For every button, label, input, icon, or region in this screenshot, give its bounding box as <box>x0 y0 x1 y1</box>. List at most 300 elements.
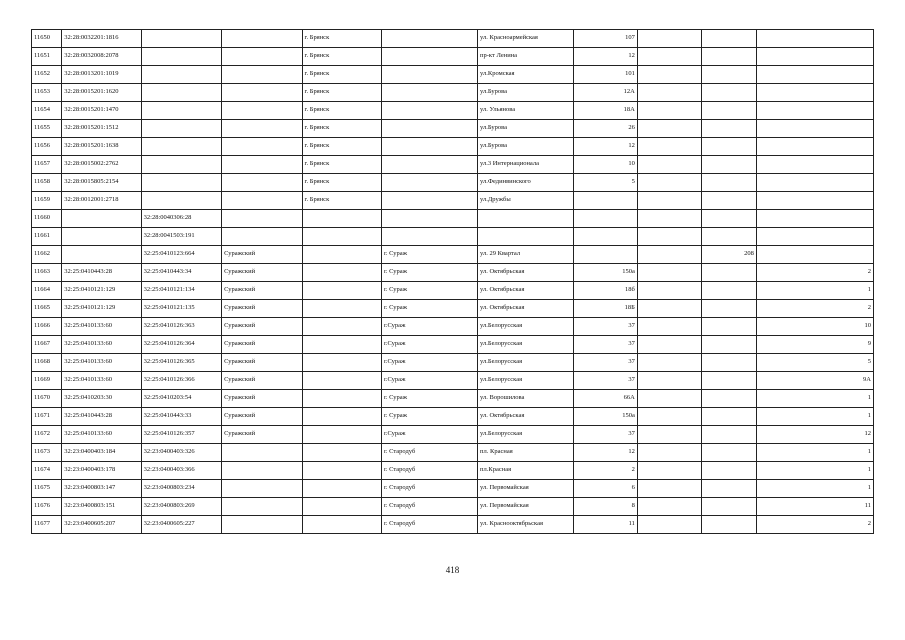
cell-building-number <box>637 264 701 282</box>
cell-street: ул. Краснооктябрьская <box>478 516 574 534</box>
cell-street: ул. Ворошилова <box>478 390 574 408</box>
cell-cadastral-number-building <box>141 102 221 120</box>
cell-cadastral-number-building: 32:23:0400803:234 <box>141 480 221 498</box>
cell-row-number: 11661 <box>32 228 62 246</box>
cell-cadastral-number-land: 32:28:0015201:1470 <box>62 102 141 120</box>
cell-district: Суражский <box>222 408 302 426</box>
cell-row-number: 11677 <box>32 516 62 534</box>
cell-city-brya <box>302 336 381 354</box>
cell-district <box>222 210 302 228</box>
cell-street: ул. Октябрьская <box>478 408 574 426</box>
cell-cadastral-number-land: 32:25:0410443:28 <box>62 408 141 426</box>
cell-building-number <box>637 408 701 426</box>
cell-building-number <box>637 336 701 354</box>
cell-row-number: 11666 <box>32 318 62 336</box>
cell-cadastral-number-building <box>141 66 221 84</box>
cell-city: г. Стародуб <box>381 480 477 498</box>
table-row <box>32 498 874 516</box>
cell-building-number <box>637 120 701 138</box>
cell-row-number: 11671 <box>32 408 62 426</box>
cell-city-brya <box>302 480 381 498</box>
cell-apartment-number <box>756 66 873 84</box>
cell-city: г. Сураж <box>381 264 477 282</box>
cell-building-number <box>637 390 701 408</box>
cell-city <box>381 174 477 192</box>
table-row <box>32 192 874 210</box>
cell-street: ул.Бурова <box>478 120 574 138</box>
cell-street: ул. Первомайская <box>478 498 574 516</box>
cell-cadastral-number-land: 32:23:0400803:151 <box>62 498 141 516</box>
cell-apartment-number <box>756 174 873 192</box>
cell-apartment-number: 5 <box>756 354 873 372</box>
cell-city: г. Сураж <box>381 300 477 318</box>
cell-building-number <box>637 498 701 516</box>
cell-row-number: 11650 <box>32 30 62 48</box>
cell-building-number <box>637 300 701 318</box>
cell-city-brya <box>302 498 381 516</box>
table-row <box>32 246 874 264</box>
cell-cadastral-number-land: 32:25:0410133:60 <box>62 372 141 390</box>
cell-cadastral-number-building: 32:23:0400605:227 <box>141 516 221 534</box>
cell-apartment-number: 9А <box>756 372 873 390</box>
cell-street: ул. 29 Квартал <box>478 246 574 264</box>
cell-house-number: 2 <box>574 462 638 480</box>
cell-district <box>222 30 302 48</box>
cell-house-number: 107 <box>574 30 638 48</box>
cell-cadastral-number-land: 32:25:0410203:30 <box>62 390 141 408</box>
table-row <box>32 138 874 156</box>
cell-cadastral-number-building: 32:25:0410121:134 <box>141 282 221 300</box>
cell-row-number: 11670 <box>32 390 62 408</box>
cell-apartment-number <box>756 84 873 102</box>
cell-cadastral-number-building <box>141 48 221 66</box>
cell-district: Суражский <box>222 318 302 336</box>
cell-cadastral-number-building <box>141 30 221 48</box>
cell-building-number <box>637 228 701 246</box>
cell-district: Суражский <box>222 300 302 318</box>
table-row <box>32 390 874 408</box>
table-row <box>32 426 874 444</box>
cell-building-number <box>637 210 701 228</box>
cell-cadastral-number-building: 32:25:0410126:366 <box>141 372 221 390</box>
cell-district: Суражский <box>222 390 302 408</box>
cell-building-number <box>637 426 701 444</box>
cell-apartment-number: 12 <box>756 426 873 444</box>
cell-cadastral-number-building: 32:25:0410126:364 <box>141 336 221 354</box>
cell-district <box>222 174 302 192</box>
cell-house-number: 5 <box>574 174 638 192</box>
cell-apartment-number: 1 <box>756 444 873 462</box>
cell-cadastral-number-land: 32:28:0015805:2154 <box>62 174 141 192</box>
cell-street: пл.Красная <box>478 462 574 480</box>
cell-apartment-number: 2 <box>756 516 873 534</box>
cell-house-number <box>574 246 638 264</box>
cell-extra-number <box>701 300 756 318</box>
cell-city: г. Сураж <box>381 246 477 264</box>
cell-house-number <box>574 228 638 246</box>
cell-cadastral-number-land: 32:28:0032008:2078 <box>62 48 141 66</box>
cell-row-number: 11653 <box>32 84 62 102</box>
cell-apartment-number <box>756 102 873 120</box>
cell-extra-number <box>701 462 756 480</box>
cell-row-number: 11668 <box>32 354 62 372</box>
cell-house-number: 37 <box>574 372 638 390</box>
cell-building-number <box>637 192 701 210</box>
table-row <box>32 516 874 534</box>
cell-cadastral-number-land <box>62 228 141 246</box>
cell-city-brya <box>302 318 381 336</box>
cell-cadastral-number-building: 32:25:0410443:34 <box>141 264 221 282</box>
cell-street: ул.Бурова <box>478 138 574 156</box>
cell-row-number: 11651 <box>32 48 62 66</box>
table-row <box>32 300 874 318</box>
cell-district: Суражский <box>222 246 302 264</box>
cell-row-number: 11659 <box>32 192 62 210</box>
cell-extra-number <box>701 516 756 534</box>
cell-cadastral-number-building <box>141 120 221 138</box>
cell-city-brya <box>302 516 381 534</box>
cell-apartment-number <box>756 138 873 156</box>
cell-street: ул. Октябрьская <box>478 282 574 300</box>
cell-house-number: 18Б <box>574 300 638 318</box>
cell-building-number <box>637 480 701 498</box>
cell-district <box>222 156 302 174</box>
cell-extra-number <box>701 66 756 84</box>
cell-cadastral-number-building: 32:25:0410123:664 <box>141 246 221 264</box>
cell-apartment-number <box>756 120 873 138</box>
cell-extra-number <box>701 210 756 228</box>
cell-cadastral-number-building <box>141 192 221 210</box>
cell-extra-number <box>701 336 756 354</box>
cell-extra-number <box>701 282 756 300</box>
cell-house-number: 12А <box>574 84 638 102</box>
cell-row-number: 11654 <box>32 102 62 120</box>
cell-cadastral-number-land: 32:28:0032201:1816 <box>62 30 141 48</box>
cell-city: г. Стародуб <box>381 462 477 480</box>
cell-cadastral-number-building: 32:23:0400403:366 <box>141 462 221 480</box>
cell-apartment-number <box>756 228 873 246</box>
table-row <box>32 48 874 66</box>
cell-city-brya: г. Брянск <box>302 174 381 192</box>
cell-row-number: 11664 <box>32 282 62 300</box>
cell-building-number <box>637 462 701 480</box>
cell-cadastral-number-building: 32:25:0410203:54 <box>141 390 221 408</box>
cell-cadastral-number-land: 32:23:0400803:147 <box>62 480 141 498</box>
cell-row-number: 11663 <box>32 264 62 282</box>
cell-city <box>381 48 477 66</box>
cell-cadastral-number-building: 32:28:0041503:191 <box>141 228 221 246</box>
cell-extra-number <box>701 138 756 156</box>
cell-house-number: 150а <box>574 264 638 282</box>
cell-apartment-number: 11 <box>756 498 873 516</box>
cell-building-number <box>637 30 701 48</box>
cell-street: ул. Ульянова <box>478 102 574 120</box>
cell-house-number: 8 <box>574 498 638 516</box>
cell-apartment-number: 1 <box>756 462 873 480</box>
cell-city: г. Сураж <box>381 282 477 300</box>
cell-cadastral-number-land: 32:25:0410121:129 <box>62 282 141 300</box>
cell-city-brya <box>302 210 381 228</box>
table-row <box>32 66 874 84</box>
cell-row-number: 11675 <box>32 480 62 498</box>
table-row <box>32 156 874 174</box>
cell-house-number: 150а <box>574 408 638 426</box>
cell-extra-number <box>701 120 756 138</box>
cell-street: ул.3 Интернационала <box>478 156 574 174</box>
cell-extra-number <box>701 444 756 462</box>
cell-city-brya <box>302 282 381 300</box>
cell-street: ул.Дружбы <box>478 192 574 210</box>
cell-building-number <box>637 246 701 264</box>
cell-city-brya <box>302 246 381 264</box>
cell-building-number <box>637 48 701 66</box>
cell-row-number: 11672 <box>32 426 62 444</box>
table-row <box>32 30 874 48</box>
cell-building-number <box>637 84 701 102</box>
cell-house-number: 18А <box>574 102 638 120</box>
cell-city-brya: г. Брянск <box>302 66 381 84</box>
cell-apartment-number: 10 <box>756 318 873 336</box>
cell-street: ул.Кромская <box>478 66 574 84</box>
cell-house-number: 6 <box>574 480 638 498</box>
cell-cadastral-number-land: 32:23:0400605:207 <box>62 516 141 534</box>
cell-cadastral-number-building: 32:23:0400803:269 <box>141 498 221 516</box>
cell-street: ул.Белорусская <box>478 426 574 444</box>
cell-apartment-number <box>756 30 873 48</box>
cell-cadastral-number-land: 32:28:0015201:1512 <box>62 120 141 138</box>
cell-city-brya: г. Брянск <box>302 138 381 156</box>
cell-apartment-number <box>756 156 873 174</box>
cell-apartment-number <box>756 246 873 264</box>
table-row <box>32 480 874 498</box>
cell-district <box>222 480 302 498</box>
cell-street: ул. Октябрьская <box>478 300 574 318</box>
cell-cadastral-number-land: 32:25:0410443:28 <box>62 264 141 282</box>
registry-table <box>31 29 874 534</box>
cell-cadastral-number-building <box>141 174 221 192</box>
cell-house-number: 26 <box>574 120 638 138</box>
cell-cadastral-number-building: 32:25:0410121:135 <box>141 300 221 318</box>
cell-cadastral-number-building <box>141 84 221 102</box>
cell-building-number <box>637 444 701 462</box>
cell-building-number <box>637 372 701 390</box>
cell-house-number: 10 <box>574 156 638 174</box>
cell-extra-number <box>701 354 756 372</box>
table-row <box>32 318 874 336</box>
cell-cadastral-number-land: 32:25:0410121:129 <box>62 300 141 318</box>
cell-cadastral-number-land <box>62 210 141 228</box>
cell-city-brya <box>302 408 381 426</box>
cell-city-brya: г. Брянск <box>302 48 381 66</box>
cell-extra-number <box>701 84 756 102</box>
cell-district <box>222 84 302 102</box>
cell-extra-number <box>701 102 756 120</box>
cell-cadastral-number-building: 32:25:0410126:363 <box>141 318 221 336</box>
cell-cadastral-number-land: 32:25:0410133:60 <box>62 426 141 444</box>
cell-cadastral-number-building: 32:25:0410126:365 <box>141 354 221 372</box>
cell-city: г.Сураж <box>381 318 477 336</box>
cell-extra-number <box>701 480 756 498</box>
cell-street: ул. Октябрьская <box>478 264 574 282</box>
cell-city <box>381 84 477 102</box>
cell-cadastral-number-land: 32:28:0013201:1019 <box>62 66 141 84</box>
cell-cadastral-number-land: 32:23:0400403:184 <box>62 444 141 462</box>
table-row <box>32 210 874 228</box>
cell-district: Суражский <box>222 372 302 390</box>
cell-cadastral-number-land <box>62 246 141 264</box>
cell-row-number: 11669 <box>32 372 62 390</box>
cell-house-number: 11 <box>574 516 638 534</box>
cell-apartment-number: 2 <box>756 264 873 282</box>
cell-city-brya <box>302 300 381 318</box>
cell-building-number <box>637 282 701 300</box>
cell-cadastral-number-land: 32:28:0015201:1638 <box>62 138 141 156</box>
cell-building-number <box>637 156 701 174</box>
cell-city <box>381 120 477 138</box>
cell-district: Суражский <box>222 336 302 354</box>
cell-cadastral-number-building <box>141 156 221 174</box>
cell-house-number <box>574 210 638 228</box>
cell-extra-number <box>701 408 756 426</box>
cell-street <box>478 228 574 246</box>
table-row <box>32 120 874 138</box>
cell-house-number: 12 <box>574 444 638 462</box>
cell-row-number: 11660 <box>32 210 62 228</box>
cell-house-number: 37 <box>574 336 638 354</box>
cell-cadastral-number-building: 32:28:0040306:28 <box>141 210 221 228</box>
cell-city-brya <box>302 372 381 390</box>
cell-cadastral-number-land: 32:28:0012001:2718 <box>62 192 141 210</box>
table-row <box>32 372 874 390</box>
cell-street: пр-кт Ленина <box>478 48 574 66</box>
table-row <box>32 228 874 246</box>
cell-row-number: 11658 <box>32 174 62 192</box>
cell-extra-number <box>701 264 756 282</box>
cell-city: г.Сураж <box>381 372 477 390</box>
cell-extra-number <box>701 156 756 174</box>
cell-apartment-number <box>756 48 873 66</box>
cell-city: г. Стародуб <box>381 516 477 534</box>
cell-apartment-number: 2 <box>756 300 873 318</box>
cell-district <box>222 516 302 534</box>
cell-city-brya: г. Брянск <box>302 102 381 120</box>
cell-city: г.Сураж <box>381 354 477 372</box>
cell-street: ул.Белорусская <box>478 354 574 372</box>
table-row <box>32 408 874 426</box>
cell-district <box>222 120 302 138</box>
table-body <box>32 30 874 534</box>
cell-extra-number <box>701 48 756 66</box>
cell-street: ул.Бурова <box>478 84 574 102</box>
table-row <box>32 84 874 102</box>
table-row <box>32 282 874 300</box>
cell-cadastral-number-land: 32:28:0015201:1620 <box>62 84 141 102</box>
cell-district: Суражский <box>222 282 302 300</box>
cell-extra-number <box>701 318 756 336</box>
cell-street: ул.Белорусская <box>478 372 574 390</box>
cell-row-number: 11662 <box>32 246 62 264</box>
cell-street: ул.Белорусская <box>478 318 574 336</box>
cell-city <box>381 102 477 120</box>
cell-city <box>381 138 477 156</box>
cell-city-brya: г. Брянск <box>302 192 381 210</box>
cell-city: г. Сураж <box>381 408 477 426</box>
cell-city-brya: г. Брянск <box>302 30 381 48</box>
cell-row-number: 11665 <box>32 300 62 318</box>
cell-house-number: 37 <box>574 426 638 444</box>
table-row <box>32 264 874 282</box>
cell-house-number: 37 <box>574 318 638 336</box>
table-row <box>32 462 874 480</box>
cell-district <box>222 48 302 66</box>
cell-city: г. Стародуб <box>381 498 477 516</box>
table-row <box>32 444 874 462</box>
cell-city <box>381 30 477 48</box>
table-row <box>32 354 874 372</box>
cell-cadastral-number-building <box>141 138 221 156</box>
cell-house-number <box>574 192 638 210</box>
cell-building-number <box>637 354 701 372</box>
cell-cadastral-number-building: 32:25:0410443:33 <box>141 408 221 426</box>
cell-row-number: 11656 <box>32 138 62 156</box>
cell-city: г.Сураж <box>381 426 477 444</box>
cell-city: г. Стародуб <box>381 444 477 462</box>
table-row <box>32 102 874 120</box>
cell-city-brya: г. Брянск <box>302 156 381 174</box>
cell-city: г.Сураж <box>381 336 477 354</box>
cell-city <box>381 156 477 174</box>
cell-extra-number <box>701 390 756 408</box>
cell-house-number: 12 <box>574 138 638 156</box>
cell-street: ул.Фединвинского <box>478 174 574 192</box>
cell-district: Суражский <box>222 426 302 444</box>
cell-cadastral-number-land: 32:25:0410133:60 <box>62 354 141 372</box>
cell-cadastral-number-land: 32:28:0015002:2762 <box>62 156 141 174</box>
cell-house-number: 66А <box>574 390 638 408</box>
cell-row-number: 11655 <box>32 120 62 138</box>
cell-city-brya <box>302 426 381 444</box>
page-number: 418 <box>445 565 460 575</box>
cell-district <box>222 498 302 516</box>
cell-cadastral-number-land: 32:23:0400403:178 <box>62 462 141 480</box>
cell-district <box>222 102 302 120</box>
cell-extra-number <box>701 426 756 444</box>
cell-city-brya <box>302 390 381 408</box>
cell-house-number: 18б <box>574 282 638 300</box>
cell-apartment-number: 1 <box>756 480 873 498</box>
cell-apartment-number: 1 <box>756 282 873 300</box>
cell-row-number: 11657 <box>32 156 62 174</box>
table-row <box>32 174 874 192</box>
cell-house-number: 37 <box>574 354 638 372</box>
cell-street <box>478 210 574 228</box>
cell-city-brya <box>302 462 381 480</box>
cell-building-number <box>637 138 701 156</box>
cell-apartment-number: 9 <box>756 336 873 354</box>
cell-apartment-number <box>756 210 873 228</box>
cell-district <box>222 192 302 210</box>
cell-cadastral-number-land: 32:25:0410133:60 <box>62 336 141 354</box>
cell-extra-number <box>701 498 756 516</box>
cell-city-brya <box>302 264 381 282</box>
cell-city-brya <box>302 228 381 246</box>
cell-city: г. Сураж <box>381 390 477 408</box>
cell-row-number: 11652 <box>32 66 62 84</box>
cell-row-number: 11667 <box>32 336 62 354</box>
cell-city <box>381 210 477 228</box>
cell-district <box>222 444 302 462</box>
cell-street: пл. Красная <box>478 444 574 462</box>
